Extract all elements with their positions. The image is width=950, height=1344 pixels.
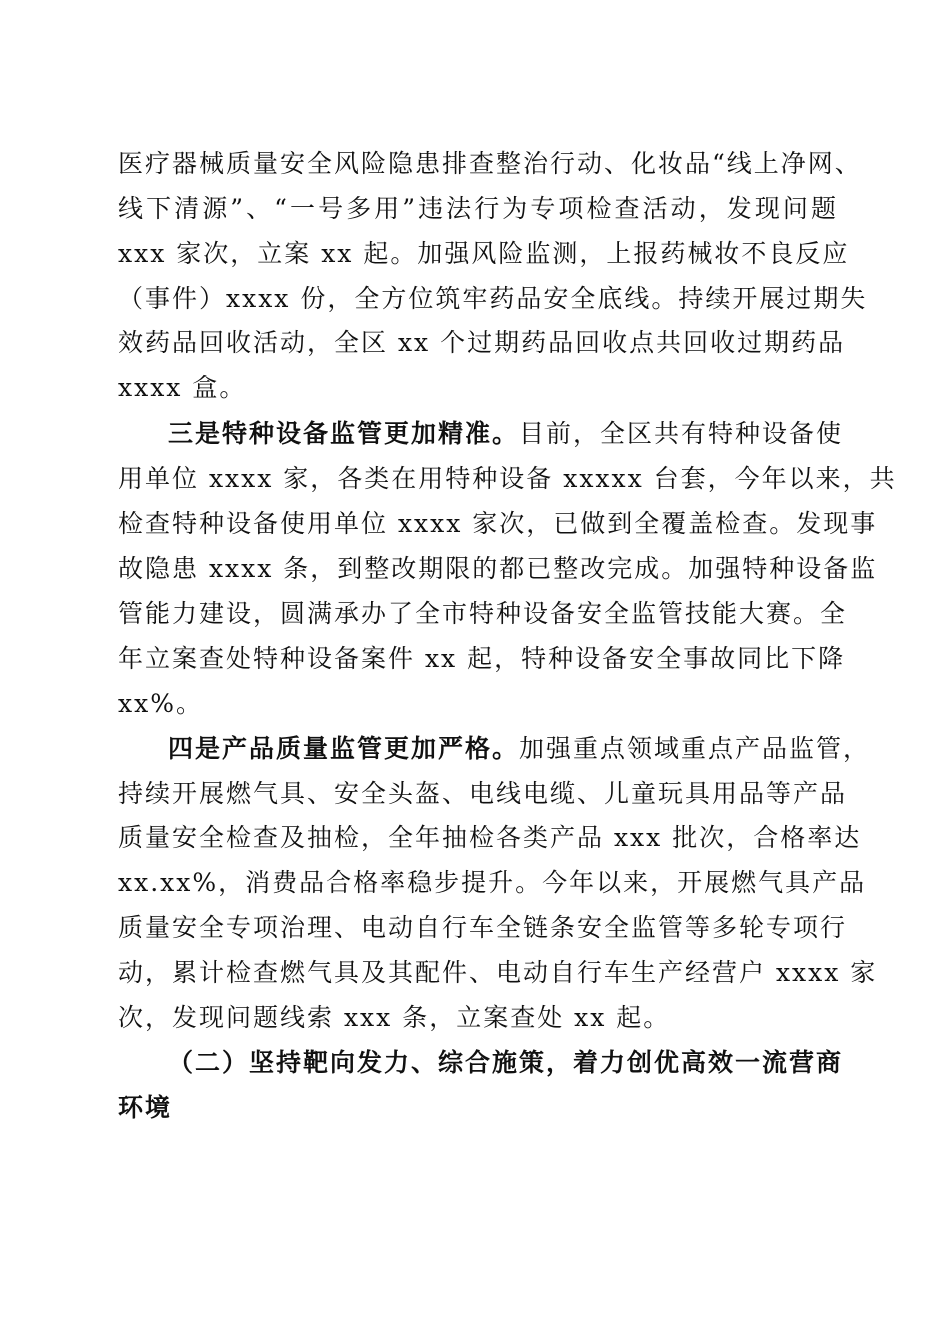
paragraph-line: 线下清源”、“一号多用”违法行为专项检查活动，发现问题: [118, 194, 838, 223]
paragraph-line: xx%。: [118, 689, 203, 718]
paragraph-line: 持续开展燃气具、安全头盔、电线电缆、儿童玩具用品等产品: [118, 779, 848, 808]
paragraph-line: 检查特种设备使用单位 xxxx 家次，已做到全覆盖检查。发现事: [118, 509, 878, 538]
section-heading: （二）坚持靶向发力、综合施策，着力创优高效一流营商: [168, 1048, 844, 1077]
paragraph-line: （事件）xxxx 份，全方位筑牢药品安全底线。持续开展过期失: [118, 284, 868, 313]
paragraph-line: 效药品回收活动，全区 xx 个过期药品回收点共回收过期药品: [118, 328, 846, 357]
section-heading-continuation: 环境: [118, 1093, 173, 1122]
paragraph-line: 管能力建设，圆满承办了全市特种设备安全监管技能大赛。全: [118, 599, 848, 628]
paragraph-line: 次，发现问题线索 xxx 条，立案查处 xx 起。: [118, 1003, 671, 1032]
paragraph-first-line: [168, 733, 871, 765]
paragraph-line: xx.xx%，消费品合格率稳步提升。今年以来，开展燃气具产品: [118, 868, 867, 897]
paragraph-first-rest: 目前，全区共有特种设备使: [519, 419, 844, 448]
paragraph-line: 用单位 xxxx 家，各类在用特种设备 xxxxx 台套，今年以来，共: [118, 464, 897, 493]
paragraph-first-rest: 加强重点领域重点产品监管，: [519, 734, 871, 763]
paragraph-line: 故隐患 xxxx 条，到整改期限的都已整改完成。加强特种设备监: [118, 554, 878, 583]
paragraph-lead: 四是产品质量监管更加严格。: [168, 734, 520, 763]
paragraph-lead: 三是特种设备监管更加精准。: [168, 419, 520, 448]
paragraph-first-line: [168, 418, 844, 450]
paragraph-line: 动，累计检查燃气具及其配件、电动自行车生产经营户 xxxx 家: [118, 958, 878, 987]
paragraph-line: 质量安全检查及抽检，全年抽检各类产品 xxx 批次，合格率达: [118, 823, 862, 852]
paragraph-line: 年立案查处特种设备案件 xx 起，特种设备安全事故同比下降: [118, 644, 846, 673]
paragraph-line: 医疗器械质量安全风险隐患排查整治行动、化妆品“线上净网、: [118, 149, 862, 178]
paragraph-line: xxxx 盒。: [118, 373, 247, 402]
paragraph-line: 质量安全专项治理、电动自行车全链条安全监管等多轮专项行: [118, 913, 848, 942]
paragraph-line: xxx 家次，立案 xx 起。加强风险监测，上报药械妆不良反应: [118, 239, 850, 268]
